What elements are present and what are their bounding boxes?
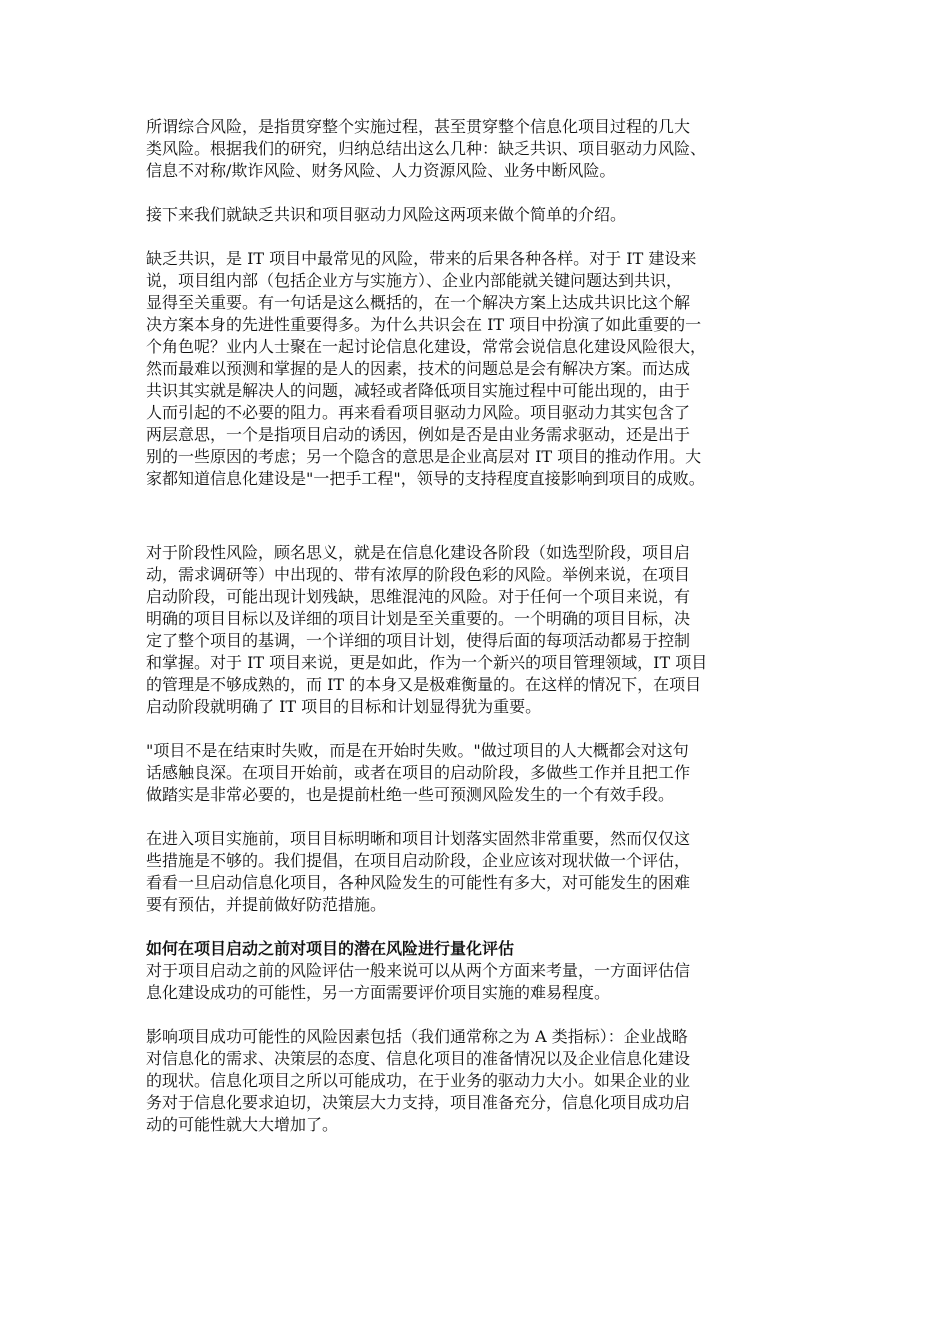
text-line: 对于项目启动之前的风险评估一般来说可以从两个方面来考量，一方面评估信: [146, 961, 691, 980]
text-line: 接下来我们就缺乏共识和项目驱动力风险这两项来做个简单的介绍。: [146, 205, 627, 224]
text-line: 看看一旦启动信息化项目，各种风险发生的可能性有多大，对可能发生的困难: [146, 873, 691, 892]
text-line: "项目不是在结束时失败，而是在开始时失败。"做过项目的人大概都会对这句: [146, 741, 689, 760]
text-line: 启动阶段就明确了 IT 项目的目标和计划显得犹为重要。: [146, 697, 542, 716]
text-line: 个角色呢？业内人士聚在一起讨论信息化建设，常常会说信息化建设风险很大，: [146, 337, 707, 356]
text-line: 做踏实是非常必要的，也是提前杜绝一些可预测风险发生的一个有效手段。: [146, 785, 675, 804]
paragraph-intro: [146, 204, 810, 226]
text-line: 在进入项目实施前，项目目标明晰和项目计划落实固然非常重要，然而仅仅这: [146, 829, 691, 848]
text-line: 共识其实就是解决人的问题，减轻或者降低项目实施过程中可能出现的，由于: [146, 381, 691, 400]
text-line: 信息不对称/欺诈风险、财务风险、人力资源风险、业务中断风险。: [146, 161, 616, 180]
paragraph-comprehensive-risk: [146, 116, 810, 182]
text-line: 启动阶段，可能出现计划残缺，思维混沌的风险。对于任何一个项目来说，有: [146, 587, 691, 606]
text-line: 两层意思，一个是指项目启动的诱因，例如是否是由业务需求驱动，还是出于: [146, 425, 691, 444]
text-line: 定了整个项目的基调，一个详细的项目计划，使得后面的每项活动都易于控制: [146, 631, 691, 650]
text-line: 动，需求调研等）中出现的、带有浓厚的阶段色彩的风险。举例来说，在项目: [146, 565, 691, 584]
text-line: 显得至关重要。有一句话是这么概括的，在一个解决方案上达成共识比这个解: [146, 293, 691, 312]
text-line: 对于阶段性风险，顾名思义，就是在信息化建设各阶段（如选型阶段，项目启: [146, 543, 691, 562]
paragraph-quote: [146, 740, 810, 806]
paragraph-stage-risk: [146, 542, 810, 718]
text-line: 人而引起的不必要的阻力。再来看看项目驱动力风险。项目驱动力其实包含了: [146, 403, 691, 422]
text-line: 决方案本身的先进性重要得多。为什么共识会在 IT 项目中扮演了如此重要的一: [146, 315, 702, 334]
text-line: 然而最难以预测和掌握的是人的因素，技术的问题总是会有解决方案。而达成: [146, 359, 691, 378]
text-line: 对信息化的需求、决策层的态度、信息化项目的准备情况以及企业信息化建设: [146, 1049, 691, 1068]
text-line: 要有预估，并提前做好防范措施。: [146, 895, 387, 914]
text-line: 别的一些原因的考虑；另一个隐含的意思是企业高层对 IT 项目的推动作用。大: [146, 447, 702, 466]
text-line: 类风险。根据我们的研究，归纳总结出这么几种：缺乏共识、项目驱动力风险、: [146, 139, 707, 158]
section-heading: 如何在项目启动之前对项目的潜在风险进行量化评估: [146, 939, 515, 958]
text-line: 明确的项目目标以及详细的项目计划是至关重要的。一个明确的项目目标，决: [146, 609, 691, 628]
text-line: 话感触良深。在项目开始前，或者在项目的启动阶段，多做些工作并且把工作: [146, 763, 691, 782]
paragraph-before-implementation: [146, 828, 810, 916]
paragraph-success-factors: [146, 1026, 810, 1136]
text-line: 的管理是不够成熟的，而 IT 的本身又是极难衡量的。在这样的情况下，在项目: [146, 675, 702, 694]
text-line: 的现状。信息化项目之所以可能成功，在于业务的驱动力大小。如果企业的业: [146, 1071, 691, 1090]
document-page: [146, 116, 810, 1136]
text-line: 所谓综合风险，是指贯穿整个实施过程，甚至贯穿整个信息化项目过程的几大: [146, 117, 691, 136]
text-line: 务对于信息化要求迫切，决策层大力支持，项目准备充分，信息化项目成功启: [146, 1093, 691, 1112]
text-line: 和掌握。对于 IT 项目来说，更是如此，作为一个新兴的项目管理领域，IT 项目: [146, 653, 708, 672]
text-line: 家都知道信息化建设是"一把手工程"，领导的支持程度直接影响到项目的成败。: [146, 469, 705, 488]
text-line: 缺乏共识，是 IT 项目中最常见的风险，带来的后果各种各样。对于 IT 建设来: [146, 249, 697, 268]
text-line: 影响项目成功可能性的风险因素包括（我们通常称之为 A 类指标）：企业战略: [146, 1027, 688, 1046]
text-line: 说，项目组内部（包括企业方与实施方）、企业内部能就关键问题达到共识，: [146, 271, 683, 290]
paragraph-risk-assessment: [146, 960, 810, 1004]
text-line: 息化建设成功的可能性，另一方面需要评价项目实施的难易程度。: [146, 983, 611, 1002]
text-line: 些措施是不够的。我们提倡，在项目启动阶段，企业应该对现状做一个评估，: [146, 851, 691, 870]
text-line: 动的可能性就大大增加了。: [146, 1115, 339, 1134]
paragraph-lack-of-consensus: [146, 248, 810, 490]
